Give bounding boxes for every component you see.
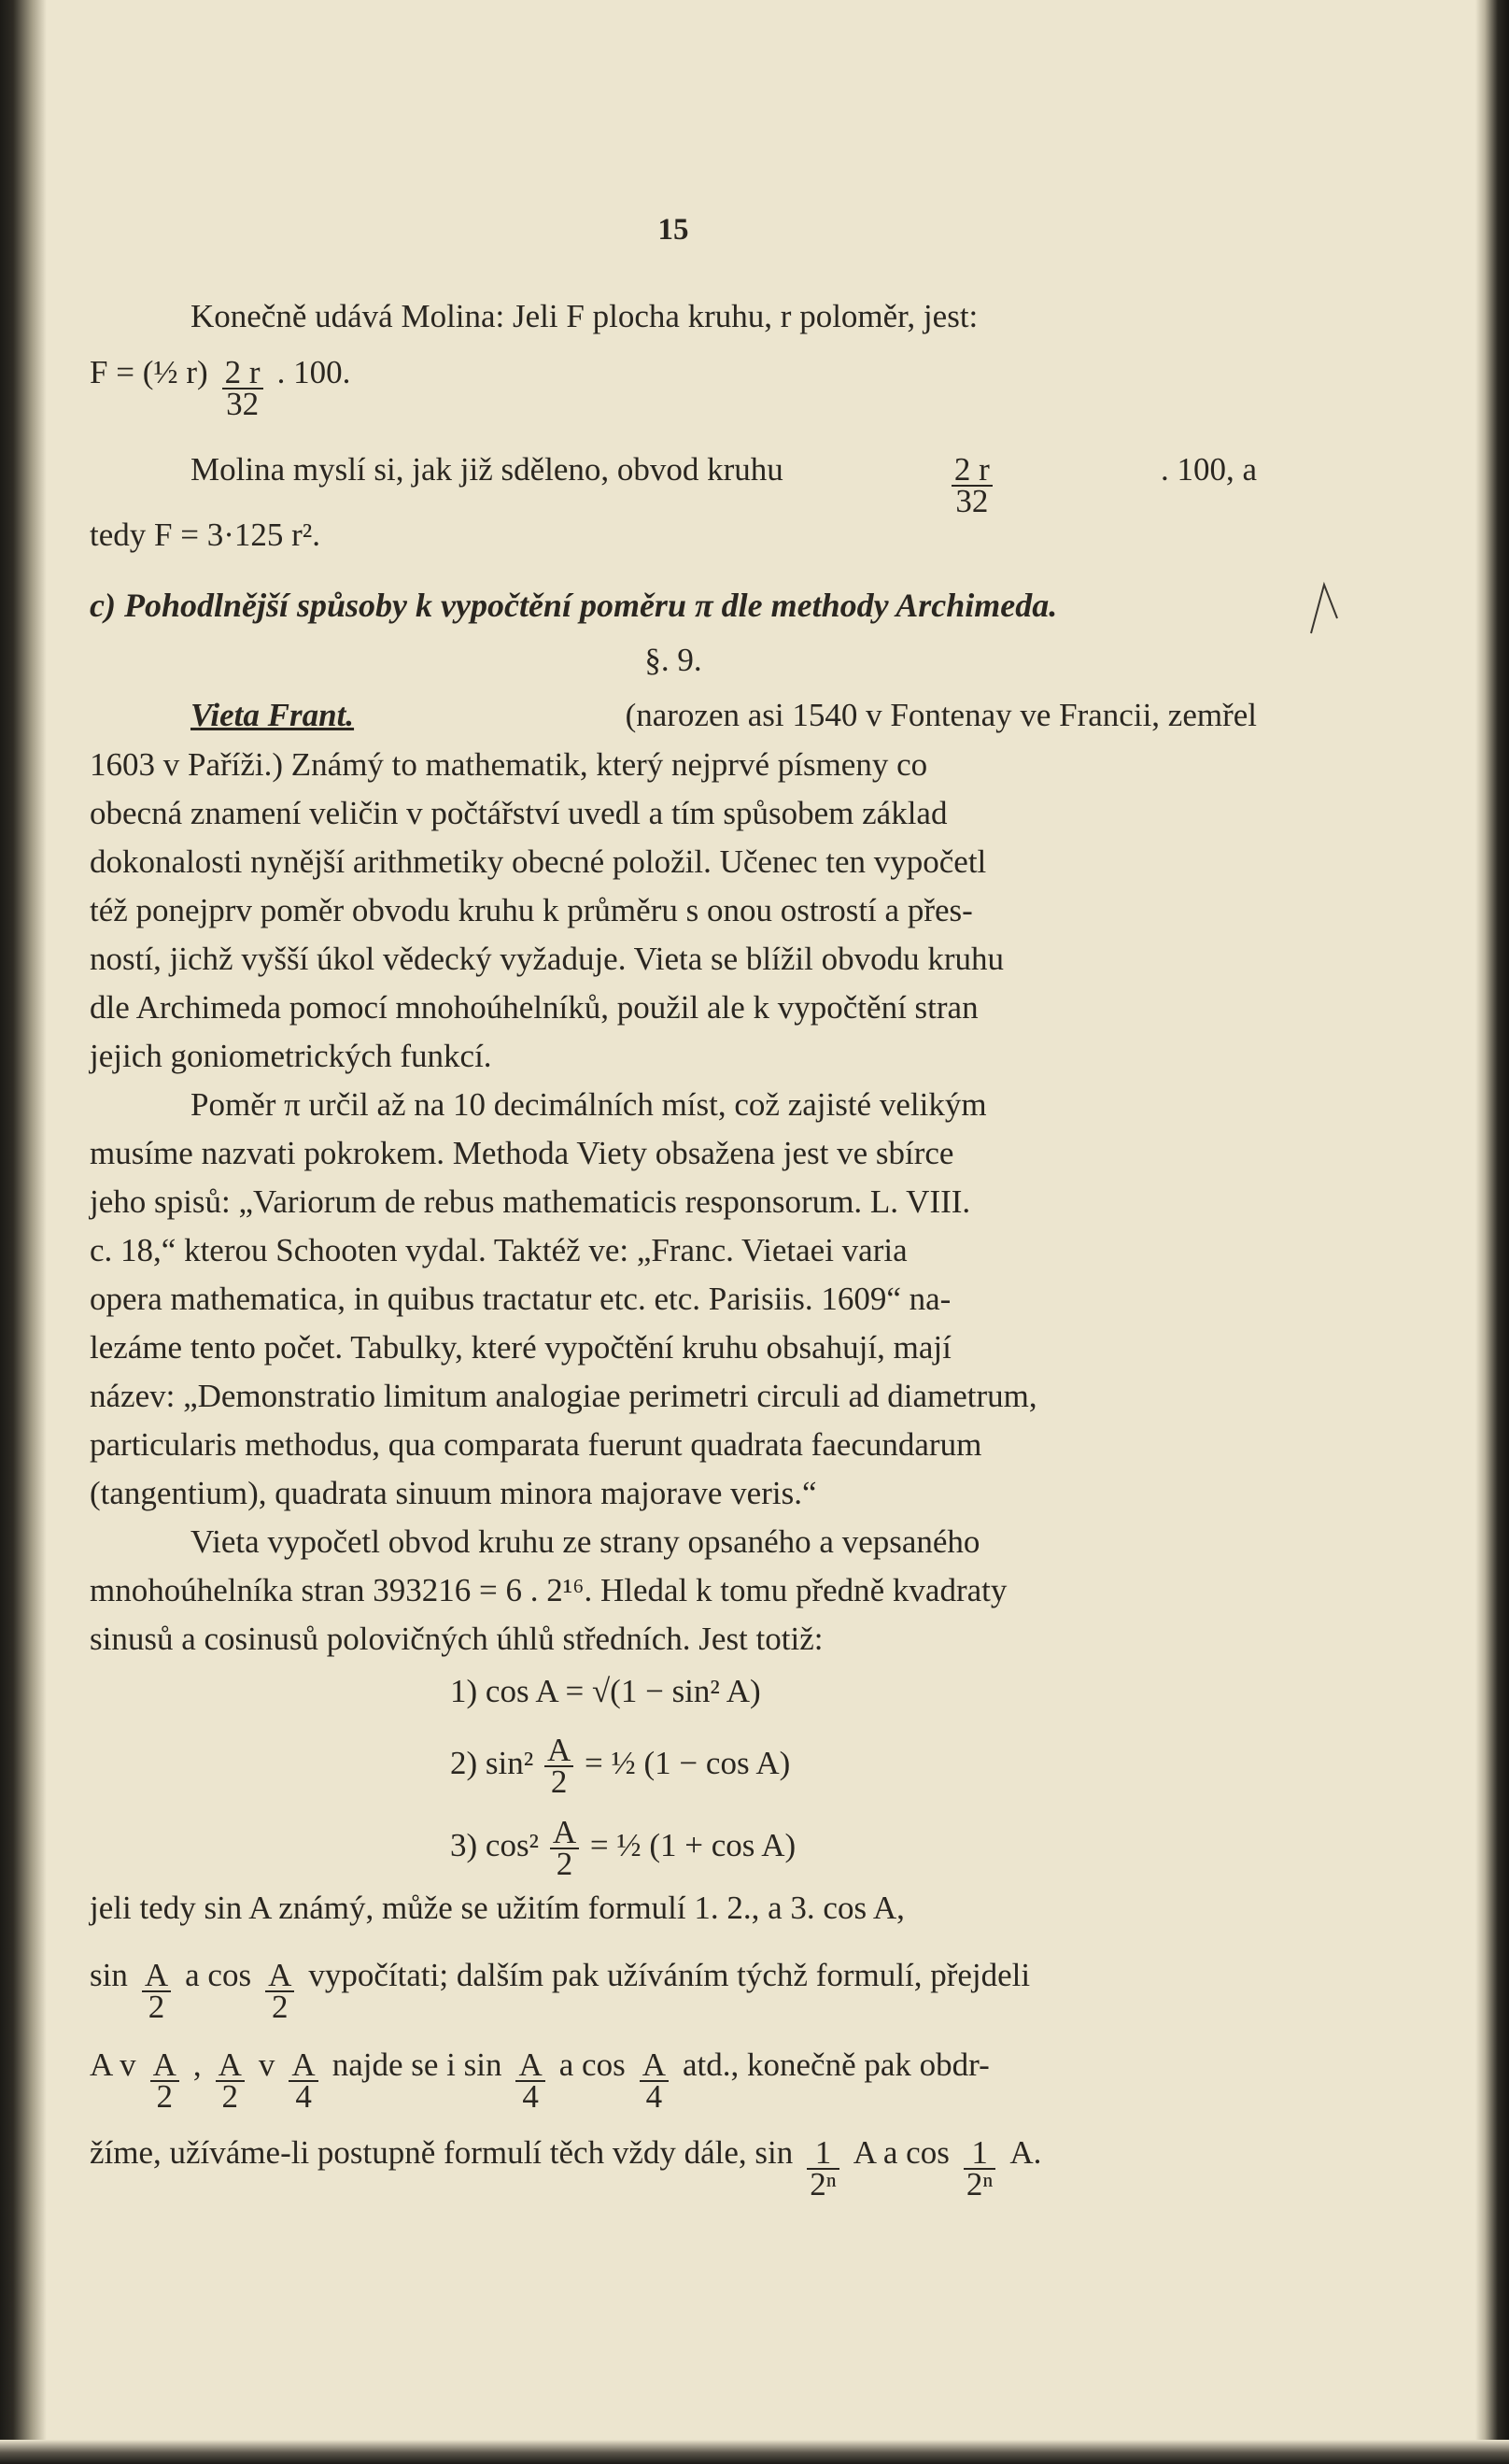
text: vypočítati; dalším pak užíváním týchž formulí, přejdeli — [308, 1957, 1031, 1993]
text-line — [90, 1037, 1257, 1076]
text: opera mathematica, in quibus tractatur etc. etc. Parisiis. 1609“ na- — [90, 1281, 952, 1317]
text: tedy F = 3·125 r². — [90, 517, 321, 553]
text-line — [90, 1474, 1257, 1513]
text: též ponejprv poměr obvodu kruhu k průměru s onou ostrostí a přes- — [90, 892, 973, 928]
formula-line — [90, 450, 1257, 517]
text-line — [90, 988, 1257, 1027]
book-page — [90, 0, 1257, 2464]
text: = ½ (1 + cos A) — [589, 1827, 797, 1864]
denominator: 2 — [148, 1989, 165, 2025]
text: jeli tedy sin A známý, může se užitím formulí 1. 2., a 3. cos A, — [90, 1890, 905, 1926]
numerator: A — [544, 1735, 573, 1767]
fraction — [544, 1732, 573, 1800]
text: atd., konečně pak obdr- — [683, 2046, 990, 2083]
text: 1603 v Paříži.) Známý to mathematik, který nejprvé písmeny co — [90, 746, 928, 783]
text: dle Archimeda pomocí mnohoúhelníků, použil ale k vypočtění stran — [90, 989, 979, 1026]
margin-pencil-mark — [1305, 581, 1343, 635]
text: A v — [90, 2046, 136, 2083]
numerator: A — [289, 2050, 317, 2082]
text: . 100. — [276, 354, 351, 390]
numerator: 1 — [807, 2138, 839, 2170]
text: Poměr π určil až na 10 decimálních míst, což zajisté velikým — [190, 1086, 987, 1123]
text: jeho spisů: „Variorum de rebus mathematicis responsorum. L. VIII. — [90, 1183, 971, 1220]
text: = ½ (1 − cos A) — [585, 1745, 791, 1782]
formula-2 — [450, 1732, 791, 1800]
text: název: „Demonstratio limitum analogiae perimetri circuli ad diametrum, — [90, 1378, 1037, 1414]
fraction — [550, 1814, 579, 1882]
fraction — [964, 2134, 996, 2202]
text: dokonalosti nynější arithmetiky obecné položil. Učenec ten vypočetl — [90, 843, 987, 880]
denominator: 4 — [645, 2078, 663, 2115]
numerator: A — [142, 1961, 171, 1992]
text-line — [90, 1889, 1257, 1928]
text: Molina myslí si, jak již sděleno, obvod kruhu — [190, 451, 783, 488]
text: mnohoúhelníka stran 393216 = 6 . 2¹⁶. Hledal k tomu předně kvadraty — [90, 1572, 1008, 1608]
numerator: A — [216, 2050, 245, 2082]
numerator: A — [150, 2050, 179, 2082]
fraction — [142, 1957, 171, 2025]
text: sin — [90, 1957, 128, 1993]
text: 2) sin² — [450, 1745, 534, 1782]
text-line — [90, 1571, 1257, 1610]
text-line — [90, 843, 1257, 882]
text: musíme nazvati pokrokem. Methoda Viety obsažena jest ve sbírce — [90, 1135, 954, 1171]
text-line — [90, 1377, 1257, 1416]
formula-line: A v $\frac{A}{2}$ , $\frac{A}{2}$ v $\frac{A}{4}$ najde se i sin $\frac{A}{4}$ a cos $\frac{A}{4}$ atd., konečně pak obdr- — [90, 2046, 990, 2115]
text-line — [90, 1620, 1257, 1659]
text: v — [258, 2046, 275, 2083]
fraction — [640, 2046, 669, 2115]
numerator: A — [640, 2050, 669, 2082]
numerator: 2 r — [222, 358, 263, 389]
text: najde se i sin — [331, 2046, 502, 2083]
text: . 100, a — [1160, 451, 1257, 488]
text: a cos — [558, 2046, 626, 2083]
text-line — [90, 1425, 1257, 1465]
text: particularis methodus, qua comparata fuerunt quadrata faecundarum — [90, 1426, 982, 1463]
numerator: A — [265, 1961, 294, 1992]
text: A. — [1009, 2134, 1042, 2171]
text: a cos — [185, 1957, 252, 1993]
denominator: 4 — [522, 2078, 539, 2115]
formula-3 — [450, 1814, 797, 1882]
text: F = (½ r) — [90, 354, 208, 390]
text-line — [90, 1522, 1257, 1562]
text: (tangentium), quadrata sinuum minora majorave veris.“ — [90, 1475, 817, 1511]
text-line — [90, 1280, 1257, 1319]
text-line — [90, 745, 1257, 785]
text-line — [90, 891, 1257, 930]
fraction — [952, 451, 993, 519]
text: obecná znamení veličin v počtářství uvedl a tím spůsobem základ — [90, 795, 948, 831]
denominator: 32 — [955, 483, 989, 519]
fraction — [289, 2046, 317, 2115]
text-line — [90, 297, 1257, 336]
numerator: A — [515, 2050, 544, 2082]
fraction — [807, 2134, 839, 2202]
denominator: 32 — [226, 386, 260, 422]
text: žíme, užíváme-li postupně formulí těch vždy dále, sin — [90, 2134, 794, 2171]
subheading: c) Pohodlnější spůsoby k vypočtění poměru π dle methody Archimeda. — [90, 587, 1058, 624]
text-line — [90, 794, 1257, 833]
text: 3) cos² — [450, 1827, 540, 1864]
text-line — [90, 696, 1257, 735]
denominator: 4 — [295, 2078, 312, 2115]
text: Vieta vypočetl obvod kruhu ze strany opsaného a vepsaného — [190, 1523, 980, 1560]
denominator: 2 — [550, 1763, 568, 1800]
author-name: Vieta Frant. — [190, 697, 355, 733]
formula-1: 1) cos A = √(1 − sin² A) — [450, 1673, 761, 1709]
text: sinusů a cosinusů polovičných úhlů středních. Jest totiž: — [90, 1621, 824, 1657]
fraction — [265, 1957, 294, 2025]
formula-line — [90, 353, 1257, 422]
text: c. 18,“ kterou Schooten vydal. Taktéž ve: „Franc. Vietaei varia — [90, 1232, 908, 1268]
text: lezáme tento počet. Tabulky, které vypočtění kruhu obsahují, mají — [90, 1329, 952, 1366]
text-line — [90, 516, 1257, 555]
text-line — [90, 1182, 1257, 1222]
text-line — [90, 1085, 1257, 1125]
fraction — [515, 2046, 544, 2115]
text-line — [90, 1134, 1257, 1173]
numerator: 1 — [964, 2138, 996, 2170]
fraction — [222, 354, 263, 422]
page-number: 15 — [657, 213, 689, 247]
text: ností, jichž vyšší úkol vědecký vyžaduje. Vieta se blížil obvodu kruhu — [90, 941, 1005, 977]
text: (narozen asi 1540 v Fontenay ve Francii, zemřel — [625, 697, 1257, 733]
numerator: 2 r — [952, 455, 993, 487]
numerator: A — [550, 1818, 579, 1849]
left-page-edge — [0, 0, 47, 2464]
text-line — [90, 1231, 1257, 1270]
denominator: 2 — [271, 1989, 289, 2025]
denominator: 2 — [156, 2078, 173, 2115]
denominator: 2ⁿ — [966, 2166, 994, 2202]
denominator: 2 — [556, 1846, 573, 1882]
formula-line — [90, 1956, 1257, 2025]
fraction — [150, 2046, 179, 2115]
text-line — [90, 940, 1257, 979]
text-line — [90, 1328, 1257, 1367]
right-page-edge — [1475, 0, 1509, 2464]
denominator: 2 — [221, 2078, 239, 2115]
text: jejich goniometrických funkcí. — [90, 1038, 492, 1074]
denominator: 2ⁿ — [810, 2166, 837, 2202]
formula-line — [90, 2133, 1257, 2200]
section-number: §. 9. — [644, 642, 702, 678]
text: A a cos — [853, 2134, 950, 2171]
text: Konečně udává Molina: Jeli F plocha kruhu, r poloměr, jest: — [190, 298, 979, 334]
fraction — [216, 2046, 245, 2115]
